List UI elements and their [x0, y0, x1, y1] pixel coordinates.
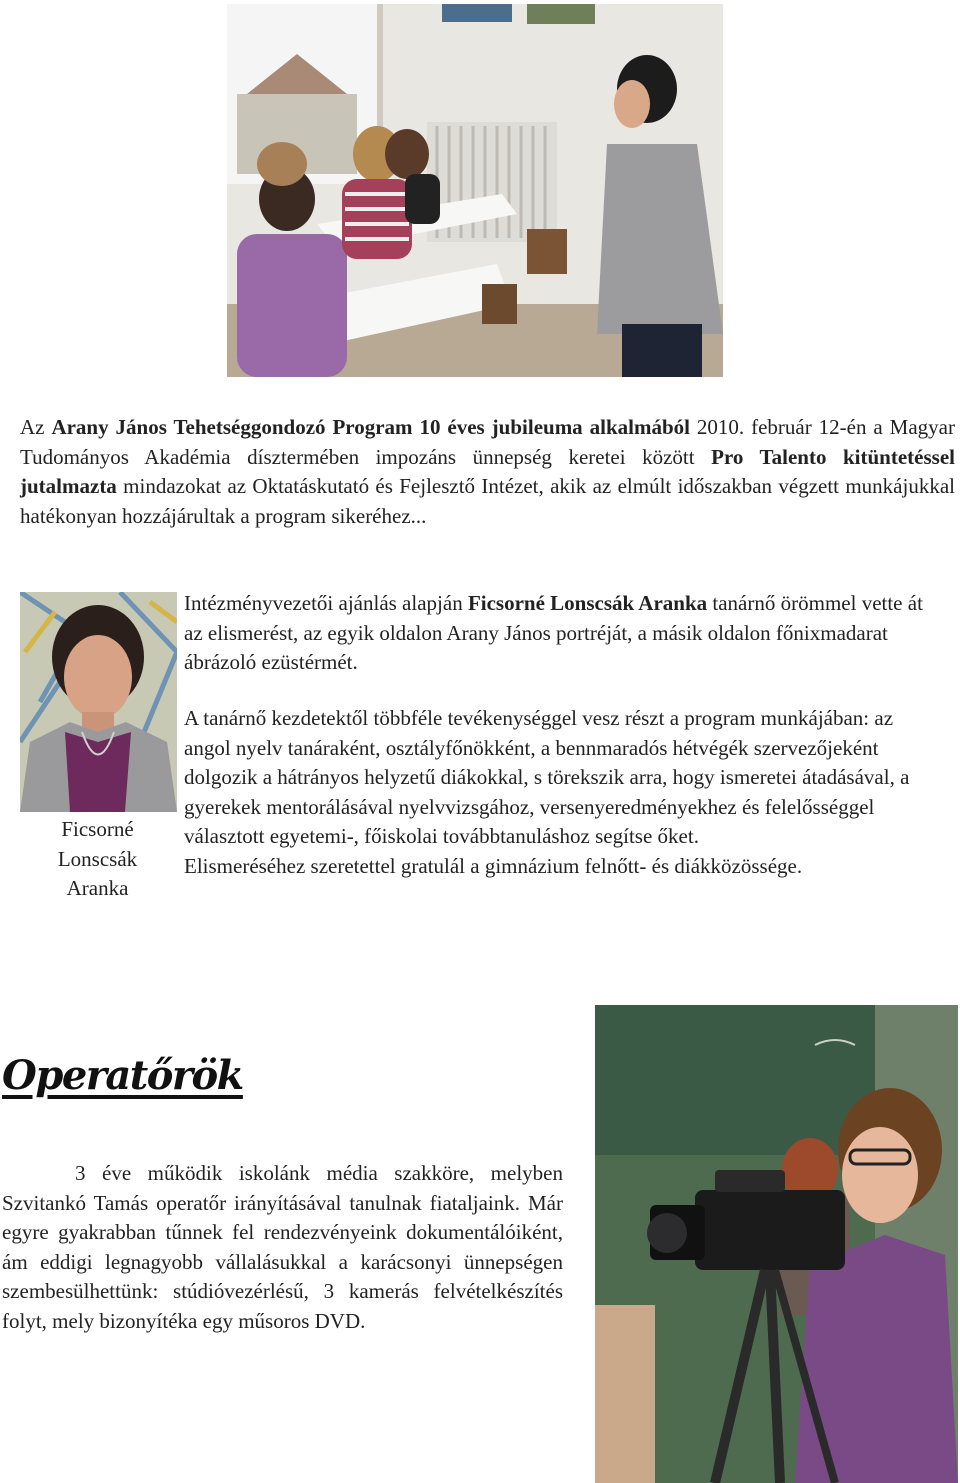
- camera-operator-photo: [595, 1005, 958, 1483]
- teacher-name: Ficsorné Lonscsák Aranka: [467, 591, 708, 615]
- section-heading-operators: Operatőrök: [2, 1052, 243, 1099]
- caption-line-3: Aranka: [66, 876, 129, 900]
- portrait-caption: [20, 815, 175, 904]
- award-paragraph: Intézményvezetői ajánlás alapján Ficsorné Lonscsák Aranka tanárnő örömmel vette át az elismerést, az egyik oldalon Arany János portréját, a másik oldalon főnixmadarat ábrázoló ezüstérmét.: [184, 591, 923, 674]
- caption-line-2: Lonscsák: [57, 846, 138, 871]
- congratulation-line: Elismeréséhez szeretettel gratulál a gimnázium felnőtt- és diákközössége.: [184, 853, 803, 878]
- activities-paragraph: A tanárnő kezdetektől többféle tevékenységgel vesz részt a program munkájában: az angol nyelv tanáraként, osztályfőnökként, a bennmaradós hétvégék szervezőjeként dolgozik a hátrányos helyzetű diákokkal, s törekszik arra, hogy ismeretei átadásával, a gyerekek mentorálásával nyelvvizsgához, versenyeredményekhez és felelősséggel választott egyetemi-, főiskolai továbbtanuláshoz segítse őket. Elismeréséhez szeretettel gratulál a gimnázium felnőtt- és diákközössége.: [184, 706, 910, 878]
- program-name: Arany János Tehetséggondozó Program 10 éves jubileuma alkalmából: [51, 415, 690, 439]
- operators-paragraph: 3 éve működik iskolánk média szakköre, melyben Szvitankó Tamás operatőr irányításával tanulnak fiataljaink. Már egyre gyakrabban tűnnek fel rendezvényeink dokumentálóiként, ám eddigi legnagyobb vállalásukkal a karácsonyi ünnepségen szembesülhettünk: stúdióvezérlésű, 3 kamerás felvételkészítés folyt, mely bizonyítéka egy műsoros DVD.: [2, 1161, 563, 1333]
- intro-paragraph: Az Arany János Tehetséggondozó Program 10 éves jubileuma alkalmából 2010. február 12-én a Magyar Tudományos Akadémia dísztermében impozáns ünnepség keretei között Pro Talento kitüntetéssel jutalmazta mindazokat az Oktatáskutató és Fejlesztő Intézet, akik az elmúlt időszakban végzett munkájukkal hatékonyan hozzájárultak a program sikeréhez...: [20, 415, 955, 528]
- classroom-photo: [227, 4, 723, 377]
- caption-line-1: Ficsorné: [61, 817, 134, 841]
- portrait-photo: [20, 592, 177, 812]
- award-name: Pro Talento kitüntetéssel jutalmazta: [20, 444, 955, 498]
